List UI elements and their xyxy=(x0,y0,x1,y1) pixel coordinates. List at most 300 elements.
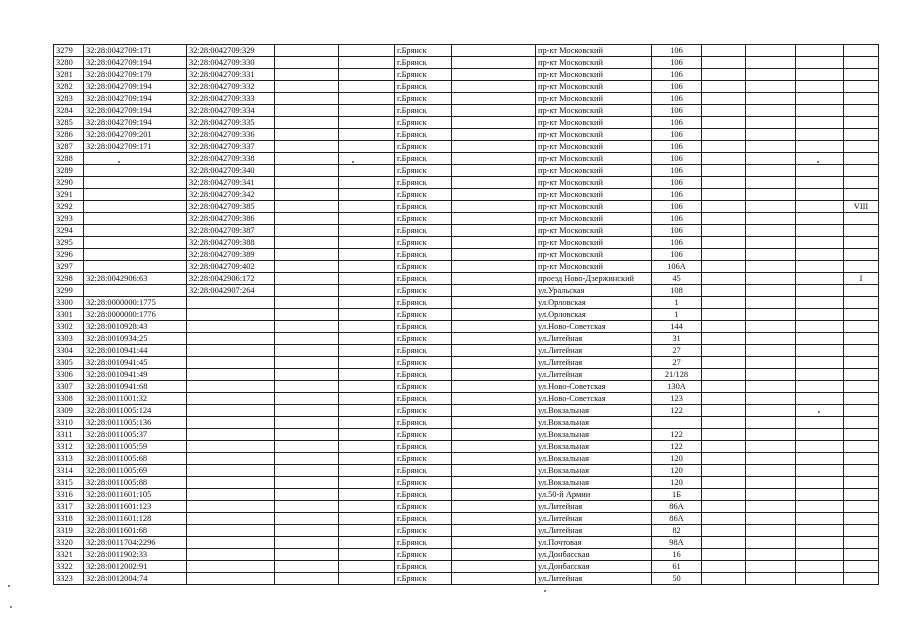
empty-cell xyxy=(339,189,395,201)
cadastral-number-cell: 32:28:0000000:1775 xyxy=(84,297,187,309)
extra-code-cell xyxy=(844,405,879,417)
empty-cell xyxy=(746,285,796,297)
house-number-cell: 61 xyxy=(652,561,702,573)
row-number-cell: 3307 xyxy=(54,381,84,393)
empty-cell xyxy=(452,357,536,369)
object-cadastral-number-cell: 32:28:0042709:329 xyxy=(187,45,275,57)
cadastral-number-cell: 32:28:0000000:1776 xyxy=(84,309,187,321)
empty-cell xyxy=(746,477,796,489)
street-cell: ул.Вокзальная xyxy=(536,405,652,417)
empty-cell xyxy=(275,345,339,357)
house-number-cell: 106 xyxy=(652,69,702,81)
empty-cell xyxy=(275,297,339,309)
empty-cell xyxy=(746,165,796,177)
empty-cell xyxy=(796,129,844,141)
empty-cell xyxy=(275,465,339,477)
register-table-body xyxy=(54,45,879,585)
empty-cell xyxy=(339,525,395,537)
city-cell: г.Брянск xyxy=(395,117,452,129)
street-cell: ул.Литейная xyxy=(536,345,652,357)
empty-cell xyxy=(702,561,746,573)
row-number-cell: 3309 xyxy=(54,405,84,417)
city-cell: г.Брянск xyxy=(395,297,452,309)
empty-cell xyxy=(702,285,746,297)
cadastral-number-cell: 32:28:0011005:37 xyxy=(84,429,187,441)
empty-cell xyxy=(275,45,339,57)
extra-code-cell xyxy=(844,117,879,129)
empty-cell xyxy=(275,165,339,177)
empty-cell xyxy=(339,309,395,321)
table-row xyxy=(54,369,879,381)
empty-cell xyxy=(452,225,536,237)
empty-cell xyxy=(275,417,339,429)
house-number-cell xyxy=(652,417,702,429)
empty-cell xyxy=(702,417,746,429)
empty-cell xyxy=(796,105,844,117)
empty-cell xyxy=(746,225,796,237)
city-cell: г.Брянск xyxy=(395,309,452,321)
empty-cell xyxy=(746,297,796,309)
object-cadastral-number-cell: 32:28:0042907:264 xyxy=(187,285,275,297)
street-cell: пр-кт Московский xyxy=(536,57,652,69)
property-register-table xyxy=(53,44,879,585)
street-cell: пр-кт Московский xyxy=(536,165,652,177)
city-cell: г.Брянск xyxy=(395,237,452,249)
empty-cell xyxy=(275,177,339,189)
city-cell: г.Брянск xyxy=(395,93,452,105)
empty-cell xyxy=(275,309,339,321)
table-row xyxy=(54,453,879,465)
empty-cell xyxy=(339,369,395,381)
row-number-cell: 3301 xyxy=(54,309,84,321)
extra-code-cell xyxy=(844,225,879,237)
table-row xyxy=(54,117,879,129)
empty-cell xyxy=(702,429,746,441)
empty-cell xyxy=(796,213,844,225)
table-row xyxy=(54,105,879,117)
empty-cell xyxy=(702,57,746,69)
table-row xyxy=(54,321,879,333)
empty-cell xyxy=(339,261,395,273)
empty-cell xyxy=(796,321,844,333)
city-cell: г.Брянск xyxy=(395,141,452,153)
row-number-cell: 3297 xyxy=(54,261,84,273)
table-row xyxy=(54,357,879,369)
empty-cell xyxy=(275,381,339,393)
extra-code-cell xyxy=(844,153,879,165)
row-number-cell: 3322 xyxy=(54,561,84,573)
row-number-cell: 3310 xyxy=(54,417,84,429)
extra-code-cell xyxy=(844,237,879,249)
empty-cell xyxy=(746,417,796,429)
empty-cell xyxy=(339,405,395,417)
table-row xyxy=(54,537,879,549)
row-number-cell: 3315 xyxy=(54,477,84,489)
house-number-cell: 122 xyxy=(652,441,702,453)
extra-code-cell xyxy=(844,141,879,153)
empty-cell xyxy=(339,69,395,81)
row-number-cell: 3287 xyxy=(54,141,84,153)
empty-cell xyxy=(339,81,395,93)
object-cadastral-number-cell xyxy=(187,501,275,513)
city-cell: г.Брянск xyxy=(395,405,452,417)
empty-cell xyxy=(452,429,536,441)
empty-cell xyxy=(702,333,746,345)
empty-cell xyxy=(796,333,844,345)
street-cell: ул.50-й Армии xyxy=(536,489,652,501)
row-number-cell: 3289 xyxy=(54,165,84,177)
empty-cell xyxy=(746,429,796,441)
object-cadastral-number-cell: 32:28:0042709:341 xyxy=(187,177,275,189)
extra-code-cell xyxy=(844,537,879,549)
object-cadastral-number-cell xyxy=(187,381,275,393)
empty-cell xyxy=(746,453,796,465)
city-cell: г.Брянск xyxy=(395,441,452,453)
extra-code-cell xyxy=(844,321,879,333)
street-cell: пр-кт Московский xyxy=(536,153,652,165)
empty-cell xyxy=(339,237,395,249)
empty-cell xyxy=(275,249,339,261)
house-number-cell: 27 xyxy=(652,345,702,357)
empty-cell xyxy=(796,189,844,201)
empty-cell xyxy=(339,45,395,57)
empty-cell xyxy=(452,153,536,165)
empty-cell xyxy=(275,261,339,273)
house-number-cell: 106А xyxy=(652,261,702,273)
empty-cell xyxy=(339,441,395,453)
empty-cell xyxy=(796,237,844,249)
empty-cell xyxy=(702,549,746,561)
empty-cell xyxy=(275,477,339,489)
scan-speck xyxy=(352,161,354,163)
empty-cell xyxy=(452,561,536,573)
empty-cell xyxy=(796,441,844,453)
row-number-cell: 3296 xyxy=(54,249,84,261)
empty-cell xyxy=(452,141,536,153)
object-cadastral-number-cell xyxy=(187,537,275,549)
extra-code-cell: VIII xyxy=(844,201,879,213)
street-cell: пр-кт Московский xyxy=(536,177,652,189)
object-cadastral-number-cell: 32:28:0042709:335 xyxy=(187,117,275,129)
row-number-cell: 3317 xyxy=(54,501,84,513)
empty-cell xyxy=(702,441,746,453)
object-cadastral-number-cell xyxy=(187,453,275,465)
city-cell: г.Брянск xyxy=(395,105,452,117)
cadastral-number-cell: 32:28:0011005:136 xyxy=(84,417,187,429)
city-cell: г.Брянск xyxy=(395,357,452,369)
extra-code-cell xyxy=(844,189,879,201)
empty-cell xyxy=(452,333,536,345)
street-cell: пр-кт Московский xyxy=(536,141,652,153)
city-cell: г.Брянск xyxy=(395,129,452,141)
empty-cell xyxy=(796,549,844,561)
empty-cell xyxy=(796,561,844,573)
empty-cell xyxy=(452,417,536,429)
extra-code-cell xyxy=(844,453,879,465)
house-number-cell: 86А xyxy=(652,501,702,513)
empty-cell xyxy=(452,297,536,309)
empty-cell xyxy=(796,501,844,513)
row-number-cell: 3311 xyxy=(54,429,84,441)
street-cell: пр-кт Московский xyxy=(536,69,652,81)
row-number-cell: 3299 xyxy=(54,285,84,297)
empty-cell xyxy=(796,489,844,501)
row-number-cell: 3279 xyxy=(54,45,84,57)
empty-cell xyxy=(746,549,796,561)
house-number-cell: 106 xyxy=(652,45,702,57)
house-number-cell: 1 xyxy=(652,309,702,321)
empty-cell xyxy=(746,69,796,81)
empty-cell xyxy=(702,69,746,81)
empty-cell xyxy=(339,477,395,489)
object-cadastral-number-cell xyxy=(187,573,275,585)
empty-cell xyxy=(339,93,395,105)
empty-cell xyxy=(796,429,844,441)
cadastral-number-cell: 32:28:0042709:179 xyxy=(84,69,187,81)
extra-code-cell xyxy=(844,129,879,141)
empty-cell xyxy=(702,273,746,285)
empty-cell xyxy=(796,393,844,405)
empty-cell xyxy=(275,501,339,513)
empty-cell xyxy=(796,453,844,465)
empty-cell xyxy=(702,117,746,129)
empty-cell xyxy=(452,93,536,105)
house-number-cell: 31 xyxy=(652,333,702,345)
scan-speck xyxy=(118,161,120,163)
extra-code-cell xyxy=(844,465,879,477)
table-row xyxy=(54,69,879,81)
empty-cell xyxy=(275,201,339,213)
row-number-cell: 3313 xyxy=(54,453,84,465)
empty-cell xyxy=(746,153,796,165)
cadastral-number-cell: 32:28:0042709:194 xyxy=(84,105,187,117)
empty-cell xyxy=(452,393,536,405)
empty-cell xyxy=(452,501,536,513)
empty-cell xyxy=(796,513,844,525)
empty-cell xyxy=(275,525,339,537)
cadastral-number-cell: 32:28:0012004:74 xyxy=(84,573,187,585)
table-row xyxy=(54,513,879,525)
row-number-cell: 3292 xyxy=(54,201,84,213)
street-cell: ул.Вокзальная xyxy=(536,441,652,453)
cadastral-number-cell: 32:28:0011601:123 xyxy=(84,501,187,513)
cadastral-number-cell: 32:28:0011601:68 xyxy=(84,525,187,537)
empty-cell xyxy=(275,273,339,285)
empty-cell xyxy=(275,189,339,201)
scan-speck xyxy=(8,585,10,587)
scan-speck xyxy=(818,411,820,413)
house-number-cell: 82 xyxy=(652,525,702,537)
extra-code-cell xyxy=(844,561,879,573)
street-cell: ул.Вокзальная xyxy=(536,453,652,465)
empty-cell xyxy=(339,453,395,465)
empty-cell xyxy=(796,369,844,381)
empty-cell xyxy=(275,405,339,417)
empty-cell xyxy=(702,93,746,105)
house-number-cell: 123 xyxy=(652,393,702,405)
empty-cell xyxy=(275,393,339,405)
object-cadastral-number-cell xyxy=(187,489,275,501)
extra-code-cell xyxy=(844,429,879,441)
row-number-cell: 3304 xyxy=(54,345,84,357)
empty-cell xyxy=(275,81,339,93)
house-number-cell: 106 xyxy=(652,237,702,249)
empty-cell xyxy=(339,153,395,165)
empty-cell xyxy=(452,105,536,117)
street-cell: ул.Литейная xyxy=(536,573,652,585)
empty-cell xyxy=(746,513,796,525)
street-cell: ул.Литейная xyxy=(536,513,652,525)
cadastral-number-cell: 32:28:0011005:69 xyxy=(84,465,187,477)
extra-code-cell xyxy=(844,261,879,273)
empty-cell xyxy=(452,441,536,453)
cadastral-number-cell xyxy=(84,165,187,177)
empty-cell xyxy=(702,573,746,585)
empty-cell xyxy=(702,225,746,237)
house-number-cell: 122 xyxy=(652,405,702,417)
extra-code-cell xyxy=(844,549,879,561)
cadastral-number-cell: 32:28:0010941:44 xyxy=(84,345,187,357)
street-cell: пр-кт Московский xyxy=(536,93,652,105)
empty-cell xyxy=(796,249,844,261)
empty-cell xyxy=(746,273,796,285)
row-number-cell: 3302 xyxy=(54,321,84,333)
street-cell: ул.Вокзальная xyxy=(536,417,652,429)
row-number-cell: 3288 xyxy=(54,153,84,165)
street-cell: пр-кт Московский xyxy=(536,237,652,249)
street-cell: ул.Донбасская xyxy=(536,549,652,561)
object-cadastral-number-cell xyxy=(187,369,275,381)
city-cell: г.Брянск xyxy=(395,201,452,213)
house-number-cell: 106 xyxy=(652,81,702,93)
street-cell: ул.Вокзальная xyxy=(536,465,652,477)
extra-code-cell xyxy=(844,369,879,381)
empty-cell xyxy=(702,453,746,465)
cadastral-number-cell: 32:28:0042709:194 xyxy=(84,57,187,69)
house-number-cell: 106 xyxy=(652,153,702,165)
cadastral-number-cell xyxy=(84,201,187,213)
object-cadastral-number-cell: 32:28:0042709:333 xyxy=(187,93,275,105)
empty-cell xyxy=(702,381,746,393)
empty-cell xyxy=(796,153,844,165)
extra-code-cell xyxy=(844,309,879,321)
empty-cell xyxy=(339,561,395,573)
table-row xyxy=(54,93,879,105)
object-cadastral-number-cell xyxy=(187,561,275,573)
city-cell: г.Брянск xyxy=(395,333,452,345)
extra-code-cell xyxy=(844,477,879,489)
empty-cell xyxy=(275,105,339,117)
object-cadastral-number-cell: 32:28:0042709:334 xyxy=(187,105,275,117)
street-cell: пр-кт Московский xyxy=(536,129,652,141)
city-cell: г.Брянск xyxy=(395,225,452,237)
house-number-cell: 16 xyxy=(652,549,702,561)
empty-cell xyxy=(796,201,844,213)
empty-cell xyxy=(452,513,536,525)
cadastral-number-cell xyxy=(84,213,187,225)
empty-cell xyxy=(796,345,844,357)
table-row xyxy=(54,573,879,585)
extra-code-cell xyxy=(844,417,879,429)
house-number-cell: 106 xyxy=(652,105,702,117)
cadastral-number-cell xyxy=(84,237,187,249)
table-row xyxy=(54,501,879,513)
empty-cell xyxy=(339,117,395,129)
cadastral-number-cell: 32:28:0011902:33 xyxy=(84,549,187,561)
cadastral-number-cell: 32:28:0042709:194 xyxy=(84,117,187,129)
city-cell: г.Брянск xyxy=(395,321,452,333)
city-cell: г.Брянск xyxy=(395,417,452,429)
empty-cell xyxy=(339,513,395,525)
cadastral-number-cell: 32:28:0011005:68 xyxy=(84,453,187,465)
city-cell: г.Брянск xyxy=(395,561,452,573)
empty-cell xyxy=(746,189,796,201)
empty-cell xyxy=(746,465,796,477)
street-cell: ул.Орловская xyxy=(536,309,652,321)
empty-cell xyxy=(275,213,339,225)
object-cadastral-number-cell xyxy=(187,441,275,453)
empty-cell xyxy=(702,141,746,153)
house-number-cell: 106 xyxy=(652,189,702,201)
empty-cell xyxy=(746,57,796,69)
table-row xyxy=(54,81,879,93)
empty-cell xyxy=(746,93,796,105)
empty-cell xyxy=(746,489,796,501)
object-cadastral-number-cell: 32:28:0042709:332 xyxy=(187,81,275,93)
object-cadastral-number-cell xyxy=(187,345,275,357)
empty-cell xyxy=(796,261,844,273)
extra-code-cell xyxy=(844,441,879,453)
empty-cell xyxy=(702,369,746,381)
row-number-cell: 3300 xyxy=(54,297,84,309)
empty-cell xyxy=(275,153,339,165)
empty-cell xyxy=(746,309,796,321)
empty-cell xyxy=(746,393,796,405)
house-number-cell: 106 xyxy=(652,93,702,105)
object-cadastral-number-cell xyxy=(187,549,275,561)
empty-cell xyxy=(339,129,395,141)
empty-cell xyxy=(796,45,844,57)
table-row xyxy=(54,249,879,261)
empty-cell xyxy=(339,381,395,393)
empty-cell xyxy=(796,465,844,477)
empty-cell xyxy=(746,213,796,225)
row-number-cell: 3285 xyxy=(54,117,84,129)
object-cadastral-number-cell: 32:28:0042709:388 xyxy=(187,237,275,249)
table-row xyxy=(54,261,879,273)
city-cell: г.Брянск xyxy=(395,177,452,189)
extra-code-cell xyxy=(844,45,879,57)
empty-cell xyxy=(339,537,395,549)
empty-cell xyxy=(796,165,844,177)
city-cell: г.Брянск xyxy=(395,249,452,261)
empty-cell xyxy=(746,321,796,333)
street-cell: пр-кт Московский xyxy=(536,105,652,117)
extra-code-cell xyxy=(844,573,879,585)
empty-cell xyxy=(452,177,536,189)
table-row xyxy=(54,237,879,249)
street-cell: пр-кт Московский xyxy=(536,225,652,237)
street-cell: ул.Ново-Советская xyxy=(536,393,652,405)
empty-cell xyxy=(796,381,844,393)
city-cell: г.Брянск xyxy=(395,153,452,165)
city-cell: г.Брянск xyxy=(395,477,452,489)
table-row xyxy=(54,489,879,501)
city-cell: г.Брянск xyxy=(395,489,452,501)
house-number-cell: 120 xyxy=(652,477,702,489)
row-number-cell: 3290 xyxy=(54,177,84,189)
empty-cell xyxy=(796,309,844,321)
